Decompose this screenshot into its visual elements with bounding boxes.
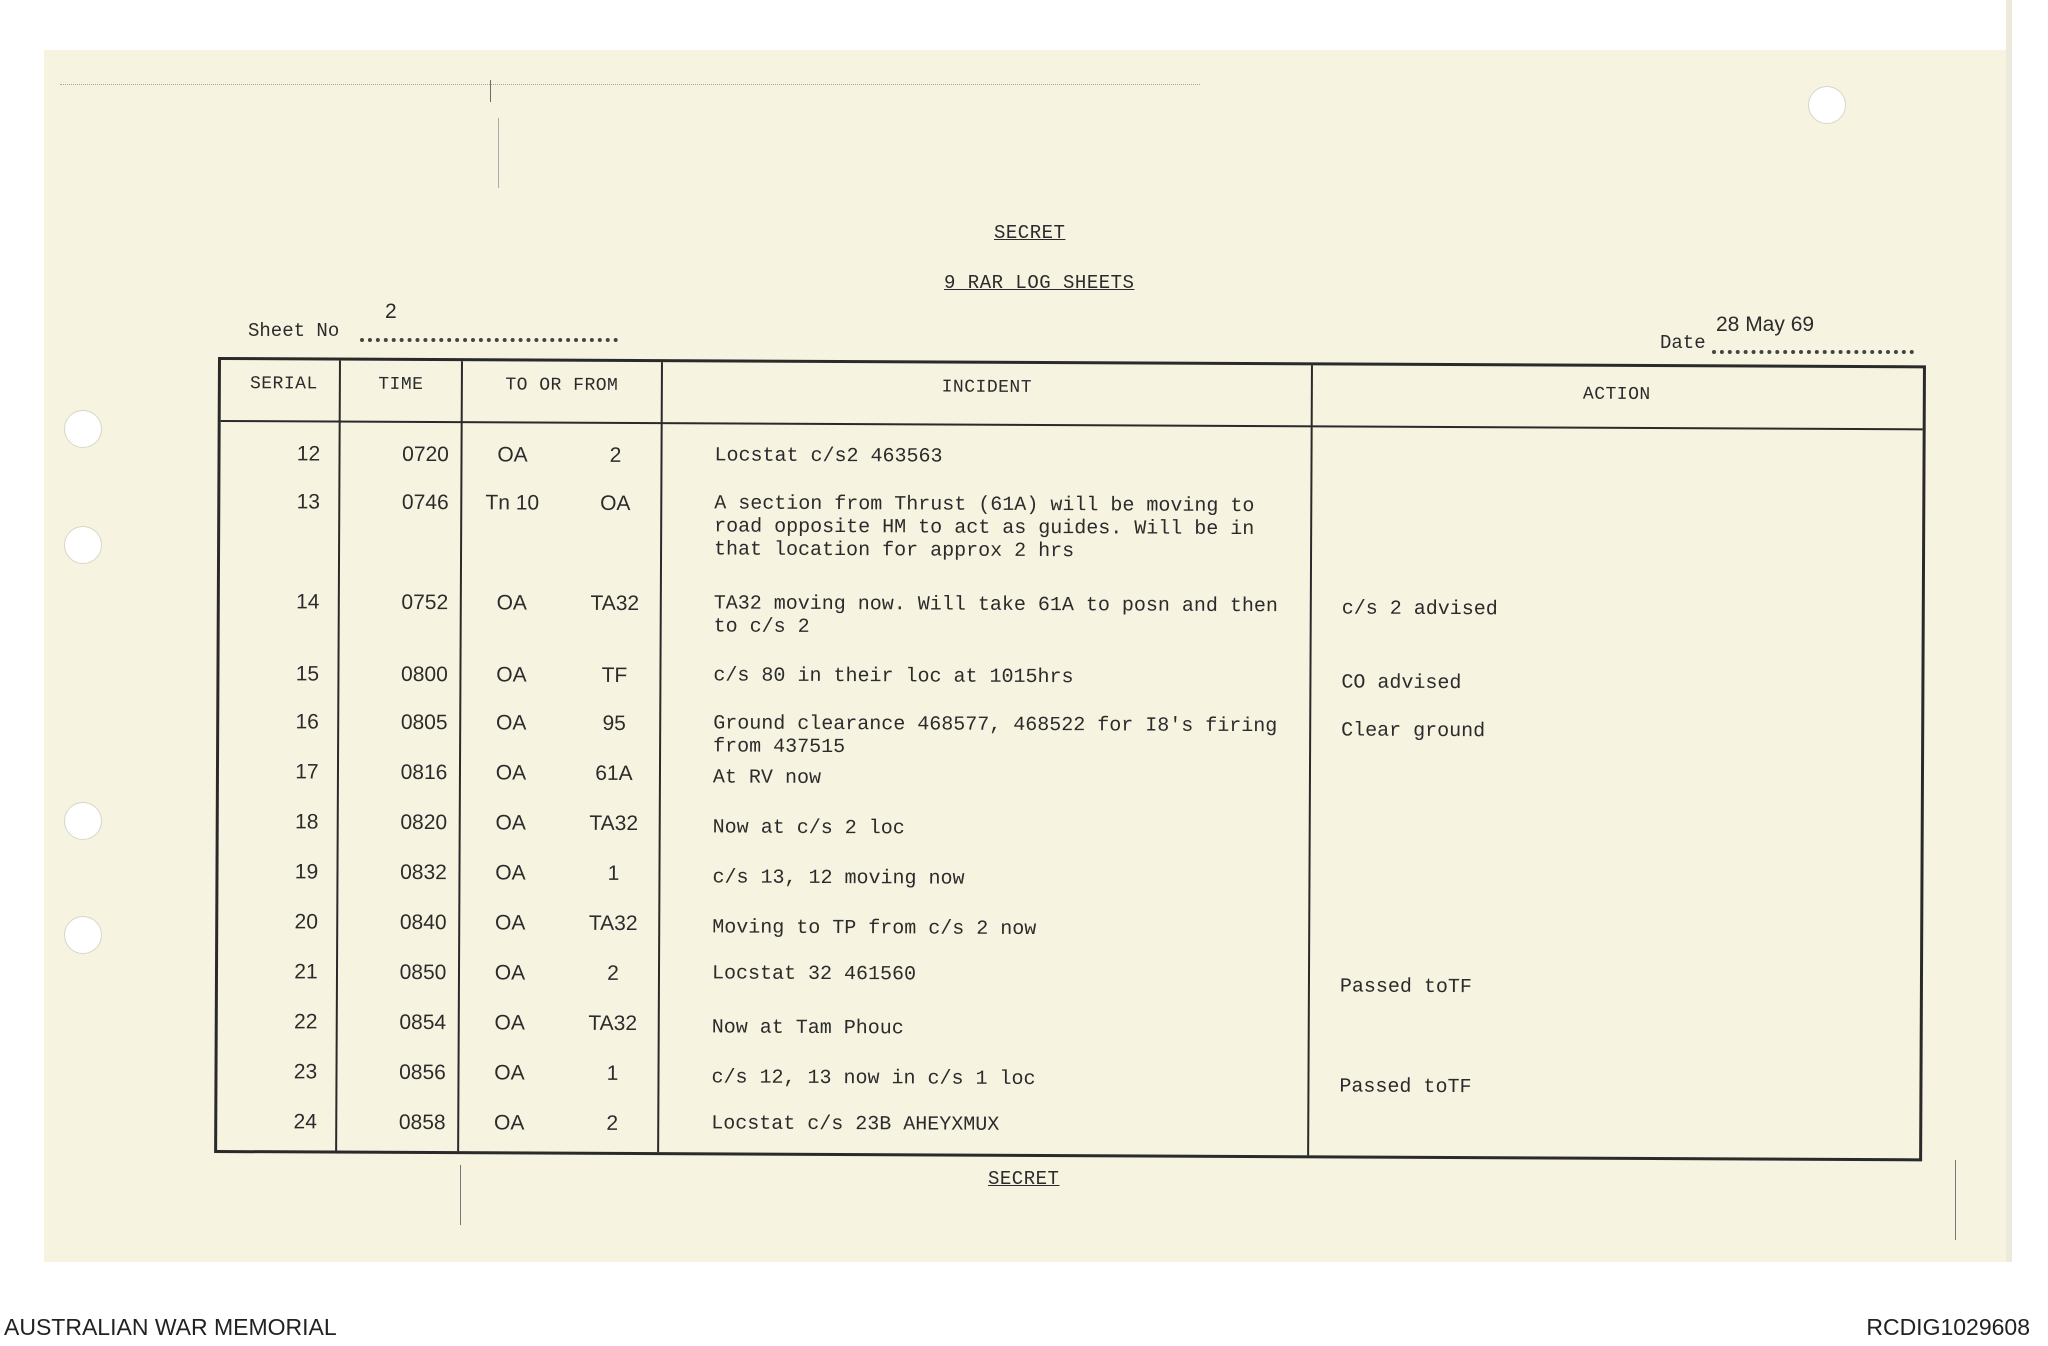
table-row bbox=[218, 1060, 1920, 1100]
table-row bbox=[218, 960, 1920, 1000]
from-cell: OA bbox=[600, 491, 631, 516]
time-cell: 0800 bbox=[401, 662, 448, 687]
table-row bbox=[217, 1110, 1919, 1137]
action-cell bbox=[1341, 765, 1721, 767]
punch-hole bbox=[1808, 86, 1846, 124]
top-dotted-line bbox=[60, 84, 1200, 97]
incident-cell: Ground clearance 468577, 468522 for I8's firing from 437515 bbox=[713, 712, 1278, 760]
from-cell: 1 bbox=[606, 1061, 619, 1085]
time-cell: 0805 bbox=[400, 710, 448, 735]
table-row bbox=[219, 760, 1921, 790]
incident-cell: Moving to TP from c/s 2 now bbox=[712, 916, 1037, 942]
from-cell: 95 bbox=[602, 711, 626, 735]
pen-mark bbox=[1955, 1160, 1956, 1240]
time-cell: 0832 bbox=[400, 860, 447, 885]
action-cell bbox=[1341, 815, 1721, 817]
action-cell bbox=[1340, 1015, 1720, 1017]
from-cell: 2 bbox=[607, 961, 619, 985]
serial-cell: 18 bbox=[294, 810, 319, 834]
time-cell: 0746 bbox=[401, 490, 449, 515]
action-cell: CO advised bbox=[1341, 671, 1462, 696]
incident-cell: Locstat c/s 23B AHEYXMUX bbox=[711, 1112, 1000, 1137]
to-cell: Tn 10 bbox=[485, 491, 540, 515]
sheet-number-dots bbox=[360, 318, 618, 342]
archive-credit: AUSTRALIAN WAR MEMORIAL bbox=[4, 1314, 337, 1340]
sheet-number-label: Sheet No bbox=[248, 320, 340, 342]
from-cell: 2 bbox=[606, 1111, 619, 1135]
action-cell bbox=[1339, 1115, 1719, 1117]
action-cell bbox=[1343, 447, 1723, 449]
to-cell: OA bbox=[496, 663, 527, 687]
serial-cell: 15 bbox=[295, 662, 320, 686]
action-cell: Passed toTF bbox=[1339, 975, 1473, 1000]
page-edge bbox=[2006, 0, 2012, 1262]
to-cell: OA bbox=[494, 961, 526, 985]
classification-top: SECRET bbox=[994, 222, 1066, 244]
to-cell: OA bbox=[495, 861, 526, 885]
to-cell: OA bbox=[496, 591, 528, 615]
header-serial: SERIAL bbox=[249, 374, 318, 395]
serial-cell: 21 bbox=[294, 960, 318, 984]
punch-hole bbox=[64, 916, 102, 954]
table-row bbox=[218, 910, 1920, 942]
time-cell: 0854 bbox=[399, 1010, 447, 1035]
header-divider bbox=[221, 420, 1923, 430]
action-cell bbox=[1340, 915, 1720, 917]
incident-cell: c/s 80 in their loc at 1015hrs bbox=[713, 664, 1074, 690]
table-row bbox=[218, 1010, 1920, 1041]
action-cell: Passed toTF bbox=[1339, 1075, 1472, 1100]
action-cell: c/s 2 advised bbox=[1341, 597, 1498, 622]
incident-cell: A section from Thrust (61A) will be moving to road opposite HM to act as guides. Will be in that location for approx 2 hrs bbox=[714, 492, 1255, 564]
action-cell bbox=[1341, 865, 1721, 867]
serial-cell: 14 bbox=[296, 590, 320, 614]
serial-cell: 20 bbox=[294, 910, 318, 934]
incident-cell: Now at Tam Phouc bbox=[711, 1016, 904, 1041]
to-cell: OA bbox=[494, 1011, 525, 1035]
archive-id: RCDIG1029608 bbox=[1866, 1314, 2030, 1340]
serial-cell: 17 bbox=[295, 760, 319, 784]
header-action: ACTION bbox=[1582, 384, 1651, 406]
action-cell bbox=[1342, 495, 1722, 497]
to-cell: OA bbox=[497, 443, 528, 467]
table-row bbox=[219, 860, 1921, 891]
serial-cell: 12 bbox=[296, 442, 321, 466]
header-time: TIME bbox=[378, 374, 424, 396]
serial-cell: 19 bbox=[294, 860, 319, 884]
from-cell: TA32 bbox=[588, 911, 638, 936]
action-cell: Clear ground bbox=[1341, 719, 1486, 744]
table-row bbox=[219, 710, 1921, 760]
time-cell: 0858 bbox=[398, 1110, 446, 1135]
table-row bbox=[220, 662, 1922, 696]
from-cell: TA32 bbox=[589, 811, 639, 836]
serial-cell: 22 bbox=[294, 1010, 318, 1034]
incident-cell: At RV now bbox=[712, 766, 822, 790]
date-label: Date bbox=[1660, 332, 1706, 354]
from-cell: 2 bbox=[609, 443, 622, 467]
table-row bbox=[220, 590, 1922, 639]
time-cell: 0720 bbox=[402, 442, 449, 467]
time-cell: 0840 bbox=[399, 910, 447, 935]
to-cell: OA bbox=[494, 1111, 525, 1135]
header-incident: INCIDENT bbox=[941, 377, 1033, 398]
incident-cell: c/s 12, 13 now in c/s 1 loc bbox=[711, 1066, 1036, 1092]
from-cell: TA32 bbox=[588, 1011, 638, 1036]
time-cell: 0752 bbox=[401, 590, 449, 615]
from-cell: TA32 bbox=[590, 591, 640, 616]
time-cell: 0850 bbox=[399, 960, 447, 985]
punch-hole bbox=[64, 526, 102, 564]
serial-cell: 13 bbox=[296, 490, 321, 514]
pen-mark bbox=[490, 80, 491, 102]
column-divider bbox=[657, 362, 663, 1152]
from-cell: 1 bbox=[607, 861, 620, 885]
log-table bbox=[214, 357, 1926, 1161]
serial-cell: 23 bbox=[293, 1060, 318, 1084]
to-cell: OA bbox=[494, 1061, 525, 1085]
date-value: 28 May 69 bbox=[1716, 313, 1815, 336]
serial-cell: 16 bbox=[295, 710, 319, 734]
document-title: 9 RAR LOG SHEETS bbox=[944, 272, 1135, 294]
to-cell: OA bbox=[495, 761, 527, 785]
time-cell: 0856 bbox=[399, 1060, 446, 1085]
from-cell: 61A bbox=[595, 761, 633, 786]
incident-cell: Now at c/s 2 loc bbox=[712, 816, 905, 841]
serial-cell: 24 bbox=[293, 1110, 317, 1134]
incident-cell: Locstat c/s2 463563 bbox=[714, 444, 943, 469]
table-row bbox=[219, 810, 1921, 841]
time-cell: 0816 bbox=[400, 760, 448, 785]
classification-bottom: SECRET bbox=[988, 1168, 1060, 1190]
pen-mark bbox=[460, 1165, 461, 1225]
table-row bbox=[221, 442, 1923, 469]
from-cell: TF bbox=[601, 663, 628, 688]
pen-mark bbox=[498, 118, 499, 188]
time-cell: 0820 bbox=[400, 810, 448, 835]
punch-hole bbox=[64, 410, 102, 448]
incident-cell: Locstat 32 461560 bbox=[711, 962, 917, 987]
to-cell: OA bbox=[495, 711, 527, 735]
incident-cell: TA32 moving now. Will take 61A to posn and then to c/s 2 bbox=[713, 592, 1278, 639]
header-to-or-from: TO OR FROM bbox=[505, 375, 619, 396]
to-cell: OA bbox=[495, 811, 526, 835]
to-cell: OA bbox=[495, 911, 526, 935]
sheet-number-value: 2 bbox=[385, 300, 397, 323]
column-divider bbox=[335, 361, 341, 1151]
table-row bbox=[220, 490, 1922, 564]
punch-hole bbox=[64, 802, 102, 840]
incident-cell: c/s 13, 12 moving now bbox=[712, 866, 965, 891]
